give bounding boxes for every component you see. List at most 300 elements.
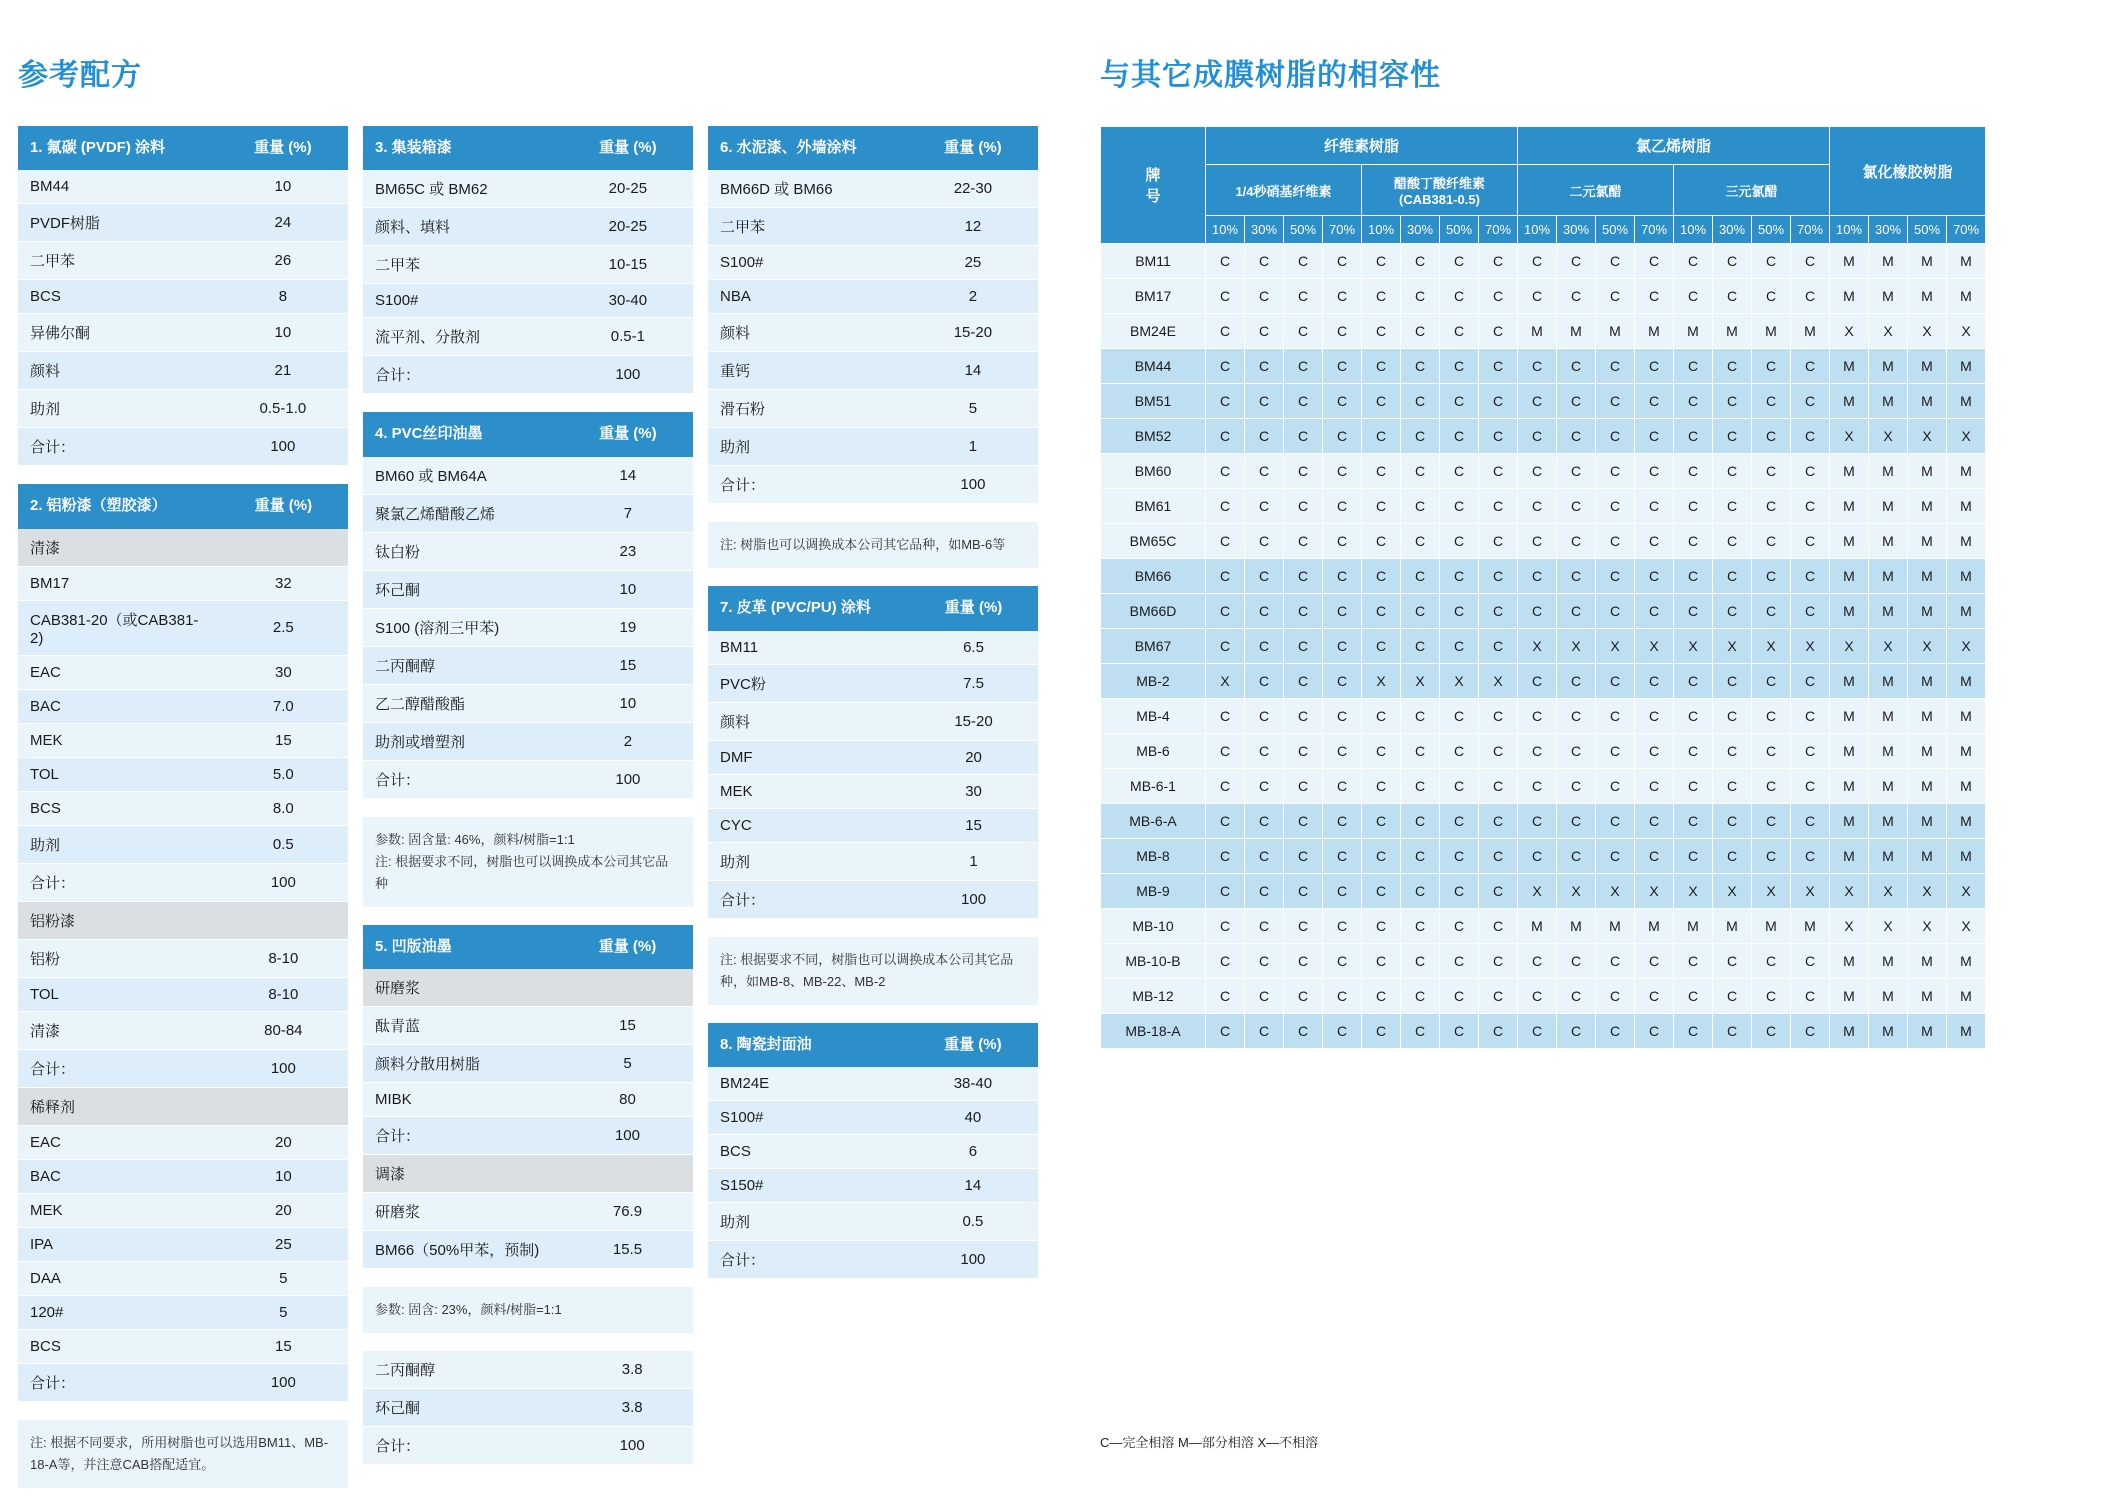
matrix-cell: M (1908, 594, 1947, 629)
formula-item-value: 10-15 (563, 246, 693, 284)
matrix-cell: M (1830, 524, 1869, 559)
matrix-cell: M (1869, 699, 1908, 734)
matrix-cell: M (1830, 769, 1869, 804)
matrix-cell: C (1518, 664, 1557, 699)
formula-item-name: S100# (363, 284, 563, 318)
matrix-cell: M (1947, 839, 1986, 874)
formula-item-name: S100# (708, 1101, 908, 1135)
matrix-percent-header: 30% (1869, 216, 1908, 244)
matrix-cell: C (1479, 839, 1518, 874)
matrix-percent-header: 50% (1284, 216, 1323, 244)
matrix-cell: C (1791, 279, 1830, 314)
matrix-cell: X (1713, 874, 1752, 909)
matrix-cell: C (1557, 664, 1596, 699)
formula-table-f5-tail (363, 1351, 693, 1465)
matrix-cell: C (1596, 769, 1635, 804)
matrix-cell: C (1206, 979, 1245, 1014)
matrix-cell: M (1908, 244, 1947, 279)
formula-item-value: 15 (563, 646, 693, 684)
matrix-cell: X (1908, 314, 1947, 349)
matrix-cell: C (1557, 279, 1596, 314)
formula-item-name: PVC粉 (708, 664, 909, 702)
formula-weight-header: 重量 (%) (563, 412, 693, 456)
matrix-cell: C (1440, 944, 1479, 979)
matrix-cell: M (1947, 1014, 1986, 1049)
formula-item-name: 助剂或增塑剂 (363, 722, 563, 760)
matrix-cell: C (1245, 314, 1284, 349)
formula-item-value: 100 (563, 356, 693, 394)
formula-row (18, 390, 348, 428)
matrix-cell: X (1752, 874, 1791, 909)
formula-table-f1 (18, 126, 348, 466)
formula-row (18, 1227, 348, 1261)
matrix-cell: C (1518, 699, 1557, 734)
matrix-subgroup-header: 醋酸丁酸纤维素 (CAB381-0.5) (1362, 165, 1518, 216)
matrix-cell: M (1674, 314, 1713, 349)
matrix-cell: X (1596, 629, 1635, 664)
matrix-cell: C (1440, 699, 1479, 734)
formula-row (18, 1193, 348, 1227)
formula-item-value: 15-20 (909, 702, 1038, 740)
matrix-cell: C (1713, 734, 1752, 769)
formula-item-value: 21 (218, 352, 348, 390)
matrix-brand-name: MB-10-B (1101, 944, 1206, 979)
matrix-cell: M (1869, 524, 1908, 559)
matrix-cell: M (1869, 769, 1908, 804)
matrix-brand-name: MB-9 (1101, 874, 1206, 909)
matrix-cell: C (1362, 1014, 1401, 1049)
matrix-cell: C (1401, 349, 1440, 384)
matrix-row (1101, 734, 1986, 769)
formula-item-name: MIBK (363, 1083, 562, 1117)
matrix-cell: C (1479, 734, 1518, 769)
matrix-cell: C (1518, 349, 1557, 384)
matrix-cell: X (1830, 314, 1869, 349)
formula-row (708, 1101, 1038, 1135)
matrix-cell: M (1830, 839, 1869, 874)
formula-row (363, 1351, 693, 1389)
formula-item-value: 15 (909, 808, 1038, 842)
matrix-cell: C (1635, 979, 1674, 1014)
matrix-cell: C (1791, 384, 1830, 419)
matrix-cell: C (1440, 454, 1479, 489)
formula-item-value: 2 (563, 722, 693, 760)
formula-item-name: S100 (溶剂三甲苯) (363, 608, 563, 646)
formula-row (708, 466, 1038, 504)
formula-note-line: 参数: 固含量: 46%，颜料/树脂=1:1 (375, 831, 575, 847)
matrix-cell: M (1947, 349, 1986, 384)
matrix-cell: C (1557, 699, 1596, 734)
matrix-cell: C (1206, 699, 1245, 734)
formula-weight-header: 重量 (%) (908, 126, 1038, 170)
matrix-percent-header: 50% (1752, 216, 1791, 244)
matrix-row (1101, 664, 1986, 699)
matrix-cell: C (1791, 244, 1830, 279)
matrix-cell: C (1401, 944, 1440, 979)
matrix-percent-header: 10% (1830, 216, 1869, 244)
formula-row (708, 1135, 1038, 1169)
matrix-cell: C (1674, 524, 1713, 559)
matrix-cell: C (1401, 244, 1440, 279)
formula-item-name: 二甲苯 (363, 246, 563, 284)
matrix-cell: C (1557, 804, 1596, 839)
matrix-cell: C (1362, 804, 1401, 839)
formula-item-value: 100 (909, 880, 1038, 918)
formula-item-value: 3.8 (571, 1389, 693, 1427)
compatibility-matrix (1100, 126, 1986, 1049)
matrix-cell: C (1323, 664, 1362, 699)
formula-item-value: 19 (563, 608, 693, 646)
formula-item-name: 二甲苯 (18, 242, 218, 280)
matrix-cell: M (1908, 839, 1947, 874)
matrix-row (1101, 629, 1986, 664)
matrix-cell: C (1284, 489, 1323, 524)
matrix-cell: C (1323, 699, 1362, 734)
matrix-cell: C (1635, 804, 1674, 839)
formula-item-value: 80-84 (219, 1011, 348, 1049)
formula-row (708, 664, 1038, 702)
formula-weight-header: 重量 (%) (218, 126, 348, 170)
matrix-cell: C (1596, 699, 1635, 734)
formula-item-name: BM66D 或 BM66 (708, 170, 908, 208)
matrix-cell: C (1791, 664, 1830, 699)
formula-subsection-label: 调漆 (363, 1155, 693, 1193)
matrix-cell: C (1713, 349, 1752, 384)
matrix-cell: C (1518, 244, 1557, 279)
formula-row (363, 246, 693, 284)
matrix-cell: C (1713, 454, 1752, 489)
matrix-cell: C (1440, 979, 1479, 1014)
matrix-cell: C (1557, 349, 1596, 384)
matrix-brand-name: MB-8 (1101, 839, 1206, 874)
matrix-cell: C (1635, 244, 1674, 279)
matrix-cell: C (1323, 349, 1362, 384)
formula-item-value: 25 (219, 1227, 348, 1261)
formula-item-name: 合计： (363, 356, 563, 394)
formula-subsection-label: 清漆 (18, 529, 348, 567)
matrix-cell: C (1206, 489, 1245, 524)
formula-row (708, 246, 1038, 280)
formula-item-value: 14 (908, 352, 1038, 390)
matrix-cell: C (1323, 874, 1362, 909)
formula-item-value: 10 (563, 570, 693, 608)
formula-item-value: 3.8 (571, 1351, 693, 1389)
matrix-cell: M (1830, 1014, 1869, 1049)
formula-table-f6 (708, 126, 1038, 504)
formula-subsection-header (18, 529, 348, 567)
formula-item-name: 合计： (18, 1363, 219, 1401)
matrix-row (1101, 979, 1986, 1014)
matrix-cell: C (1596, 454, 1635, 489)
matrix-cell: C (1596, 944, 1635, 979)
matrix-cell: C (1557, 944, 1596, 979)
formula-row (18, 863, 348, 901)
matrix-cell: C (1206, 384, 1245, 419)
matrix-cell: C (1245, 874, 1284, 909)
matrix-cell: C (1440, 909, 1479, 944)
formula-item-value: 30 (219, 655, 348, 689)
formula-item-name: BCS (18, 280, 218, 314)
matrix-cell: M (1947, 594, 1986, 629)
matrix-cell: M (1830, 279, 1869, 314)
formula-weight-header: 重量 (%) (909, 586, 1038, 630)
matrix-brand-name: BM67 (1101, 629, 1206, 664)
formula-item-value: 14 (908, 1169, 1038, 1203)
matrix-subgroup-header: 1/4秒硝基纤维素 (1206, 165, 1362, 216)
matrix-cell: M (1869, 944, 1908, 979)
matrix-cell: M (1947, 489, 1986, 524)
matrix-cell: M (1596, 314, 1635, 349)
matrix-brand-name: MB-2 (1101, 664, 1206, 699)
matrix-cell: C (1518, 489, 1557, 524)
matrix-cell: X (1401, 664, 1440, 699)
matrix-cell: C (1713, 279, 1752, 314)
matrix-brand-name: MB-6-1 (1101, 769, 1206, 804)
matrix-cell: C (1323, 279, 1362, 314)
matrix-cell: M (1869, 244, 1908, 279)
formula-weight-header: 重量 (%) (908, 1023, 1038, 1067)
matrix-cell: C (1206, 594, 1245, 629)
formula-column-3 (708, 126, 1038, 1297)
matrix-cell: C (1245, 454, 1284, 489)
formula-item-value: 10 (218, 170, 348, 204)
matrix-cell: M (1908, 804, 1947, 839)
formula-item-value: 100 (562, 1117, 693, 1155)
matrix-cell: X (1752, 629, 1791, 664)
formula-item-name: 钛白粉 (363, 532, 563, 570)
formula-item-value: 23 (563, 532, 693, 570)
matrix-cell: M (1635, 314, 1674, 349)
matrix-brand-header (1101, 127, 1206, 244)
matrix-cell: C (1674, 594, 1713, 629)
matrix-cell: C (1713, 594, 1752, 629)
matrix-cell: C (1284, 279, 1323, 314)
matrix-cell: M (1869, 979, 1908, 1014)
formula-item-name: 助剂 (18, 825, 219, 863)
matrix-brand-header-line: 牌 (1145, 167, 1161, 184)
matrix-cell: C (1362, 419, 1401, 454)
matrix-cell: C (1284, 979, 1323, 1014)
matrix-cell: M (1791, 909, 1830, 944)
matrix-row (1101, 944, 1986, 979)
matrix-cell: C (1518, 524, 1557, 559)
formula-row (18, 939, 348, 977)
formula-item-value: 76.9 (562, 1193, 693, 1231)
matrix-row (1101, 419, 1986, 454)
matrix-cell: M (1635, 909, 1674, 944)
matrix-cell: M (1830, 384, 1869, 419)
matrix-cell: C (1362, 734, 1401, 769)
matrix-cell: C (1752, 349, 1791, 384)
matrix-cell: X (1830, 419, 1869, 454)
matrix-cell: M (1830, 454, 1869, 489)
matrix-cell: C (1245, 244, 1284, 279)
matrix-subgroup-header: 三元氯醋 (1674, 165, 1830, 216)
formula-item-name: 合计： (363, 1117, 562, 1155)
matrix-cell: C (1752, 244, 1791, 279)
matrix-cell: M (1596, 909, 1635, 944)
formula-row (708, 390, 1038, 428)
formula-row (18, 1011, 348, 1049)
formula-title: 4. PVC丝印油墨 (363, 412, 563, 456)
matrix-cell: C (1518, 734, 1557, 769)
formula-item-value: 25 (908, 246, 1038, 280)
matrix-cell: C (1557, 244, 1596, 279)
matrix-cell: C (1752, 559, 1791, 594)
formula-item-value: 8-10 (219, 977, 348, 1011)
matrix-cell: X (1869, 629, 1908, 664)
matrix-cell: C (1518, 594, 1557, 629)
formula-row (363, 722, 693, 760)
formula-item-name: 异佛尔酮 (18, 314, 218, 352)
formula-row (363, 1007, 693, 1045)
matrix-cell: M (1908, 524, 1947, 559)
matrix-cell: C (1401, 804, 1440, 839)
matrix-percent-header: 10% (1674, 216, 1713, 244)
formula-item-value: 15.5 (562, 1231, 693, 1269)
matrix-cell: C (1479, 594, 1518, 629)
matrix-cell: M (1830, 489, 1869, 524)
matrix-brand-name: BM17 (1101, 279, 1206, 314)
matrix-cell: C (1362, 699, 1401, 734)
formula-title: 3. 集装箱漆 (363, 126, 563, 170)
matrix-cell: C (1674, 699, 1713, 734)
matrix-cell: C (1401, 629, 1440, 664)
matrix-cell: C (1557, 489, 1596, 524)
matrix-cell: C (1206, 314, 1245, 349)
matrix-cell: C (1284, 664, 1323, 699)
matrix-cell: C (1284, 419, 1323, 454)
matrix-cell: C (1245, 629, 1284, 664)
formula-item-name: BM44 (18, 170, 218, 204)
formula-item-value: 30 (909, 774, 1038, 808)
matrix-cell: C (1362, 454, 1401, 489)
formula-row (363, 646, 693, 684)
matrix-cell: C (1284, 349, 1323, 384)
matrix-cell: C (1674, 279, 1713, 314)
formula-item-name: BAC (18, 1159, 219, 1193)
matrix-cell: X (1635, 629, 1674, 664)
matrix-cell: M (1830, 594, 1869, 629)
matrix-cell: C (1401, 559, 1440, 594)
formula-subsection-label: 铝粉漆 (18, 901, 348, 939)
matrix-cell: C (1557, 839, 1596, 874)
matrix-cell: M (1869, 349, 1908, 384)
formula-note (363, 1287, 693, 1333)
matrix-cell: M (1869, 489, 1908, 524)
formula-note-line: 注: 根据要求不同，树脂也可以调换成本公司其它品种 (375, 853, 669, 891)
matrix-brand-name: BM60 (1101, 454, 1206, 489)
matrix-cell: C (1752, 944, 1791, 979)
matrix-cell: C (1323, 419, 1362, 454)
matrix-row (1101, 384, 1986, 419)
matrix-cell: C (1284, 944, 1323, 979)
formula-item-value: 7 (563, 494, 693, 532)
matrix-cell: C (1674, 944, 1713, 979)
matrix-cell: C (1362, 769, 1401, 804)
formula-row (18, 723, 348, 757)
matrix-cell: M (1908, 769, 1947, 804)
formula-row (708, 170, 1038, 208)
matrix-cell: C (1206, 804, 1245, 839)
formula-item-value: 2.5 (219, 600, 348, 655)
formula-item-name: 助剂 (708, 1203, 908, 1241)
matrix-cell: C (1284, 874, 1323, 909)
matrix-cell: C (1713, 1014, 1752, 1049)
matrix-cell: C (1752, 489, 1791, 524)
matrix-cell: C (1440, 594, 1479, 629)
formula-item-name: S100# (708, 246, 908, 280)
formula-item-value: 8 (218, 280, 348, 314)
matrix-cell: X (1479, 664, 1518, 699)
matrix-cell: C (1284, 244, 1323, 279)
formula-item-name: 颜料 (708, 702, 909, 740)
matrix-cell: C (1635, 769, 1674, 804)
formula-item-name: S150# (708, 1169, 908, 1203)
matrix-cell: C (1245, 1014, 1284, 1049)
matrix-cell: C (1362, 279, 1401, 314)
matrix-cell: C (1440, 384, 1479, 419)
matrix-cell: C (1284, 594, 1323, 629)
formula-item-name: 合计： (18, 1049, 219, 1087)
matrix-cell: C (1479, 279, 1518, 314)
matrix-cell: M (1869, 1014, 1908, 1049)
formula-item-value: 100 (908, 1241, 1038, 1279)
formula-item-name: MEK (18, 1193, 219, 1227)
matrix-cell: C (1596, 734, 1635, 769)
matrix-brand-name: MB-10 (1101, 909, 1206, 944)
formula-item-name: 助剂 (708, 428, 908, 466)
formula-row (363, 1231, 693, 1269)
matrix-cell: M (1869, 384, 1908, 419)
matrix-brand-name: BM51 (1101, 384, 1206, 419)
matrix-cell: C (1596, 489, 1635, 524)
matrix-cell: C (1791, 349, 1830, 384)
formula-item-value: 20 (219, 1193, 348, 1227)
matrix-cell: C (1674, 489, 1713, 524)
matrix-cell: M (1869, 454, 1908, 489)
matrix-cell: M (1908, 664, 1947, 699)
matrix-cell: C (1713, 489, 1752, 524)
formula-item-name: IPA (18, 1227, 219, 1261)
matrix-cell: C (1284, 769, 1323, 804)
matrix-cell: M (1947, 279, 1986, 314)
matrix-cell: C (1596, 244, 1635, 279)
matrix-cell: C (1674, 839, 1713, 874)
matrix-cell: M (1908, 1014, 1947, 1049)
matrix-percent-header: 10% (1362, 216, 1401, 244)
formula-item-value: 20-25 (563, 208, 693, 246)
formula-row (363, 1083, 693, 1117)
formula-row (18, 242, 348, 280)
formula-item-value: 100 (219, 1363, 348, 1401)
matrix-cell: C (1752, 279, 1791, 314)
matrix-cell: C (1440, 419, 1479, 454)
matrix-cell: C (1635, 944, 1674, 979)
formula-item-value: 0.5-1 (563, 318, 693, 356)
formula-row (708, 880, 1038, 918)
matrix-cell: C (1362, 489, 1401, 524)
formula-item-name: DMF (708, 740, 909, 774)
matrix-cell: C (1674, 349, 1713, 384)
matrix-cell: C (1752, 419, 1791, 454)
formula-item-name: 聚氯乙烯醋酸乙烯 (363, 494, 563, 532)
matrix-cell: M (1869, 594, 1908, 629)
matrix-cell: C (1206, 419, 1245, 454)
matrix-cell: C (1674, 769, 1713, 804)
matrix-cell: C (1479, 384, 1518, 419)
matrix-cell: C (1596, 979, 1635, 1014)
